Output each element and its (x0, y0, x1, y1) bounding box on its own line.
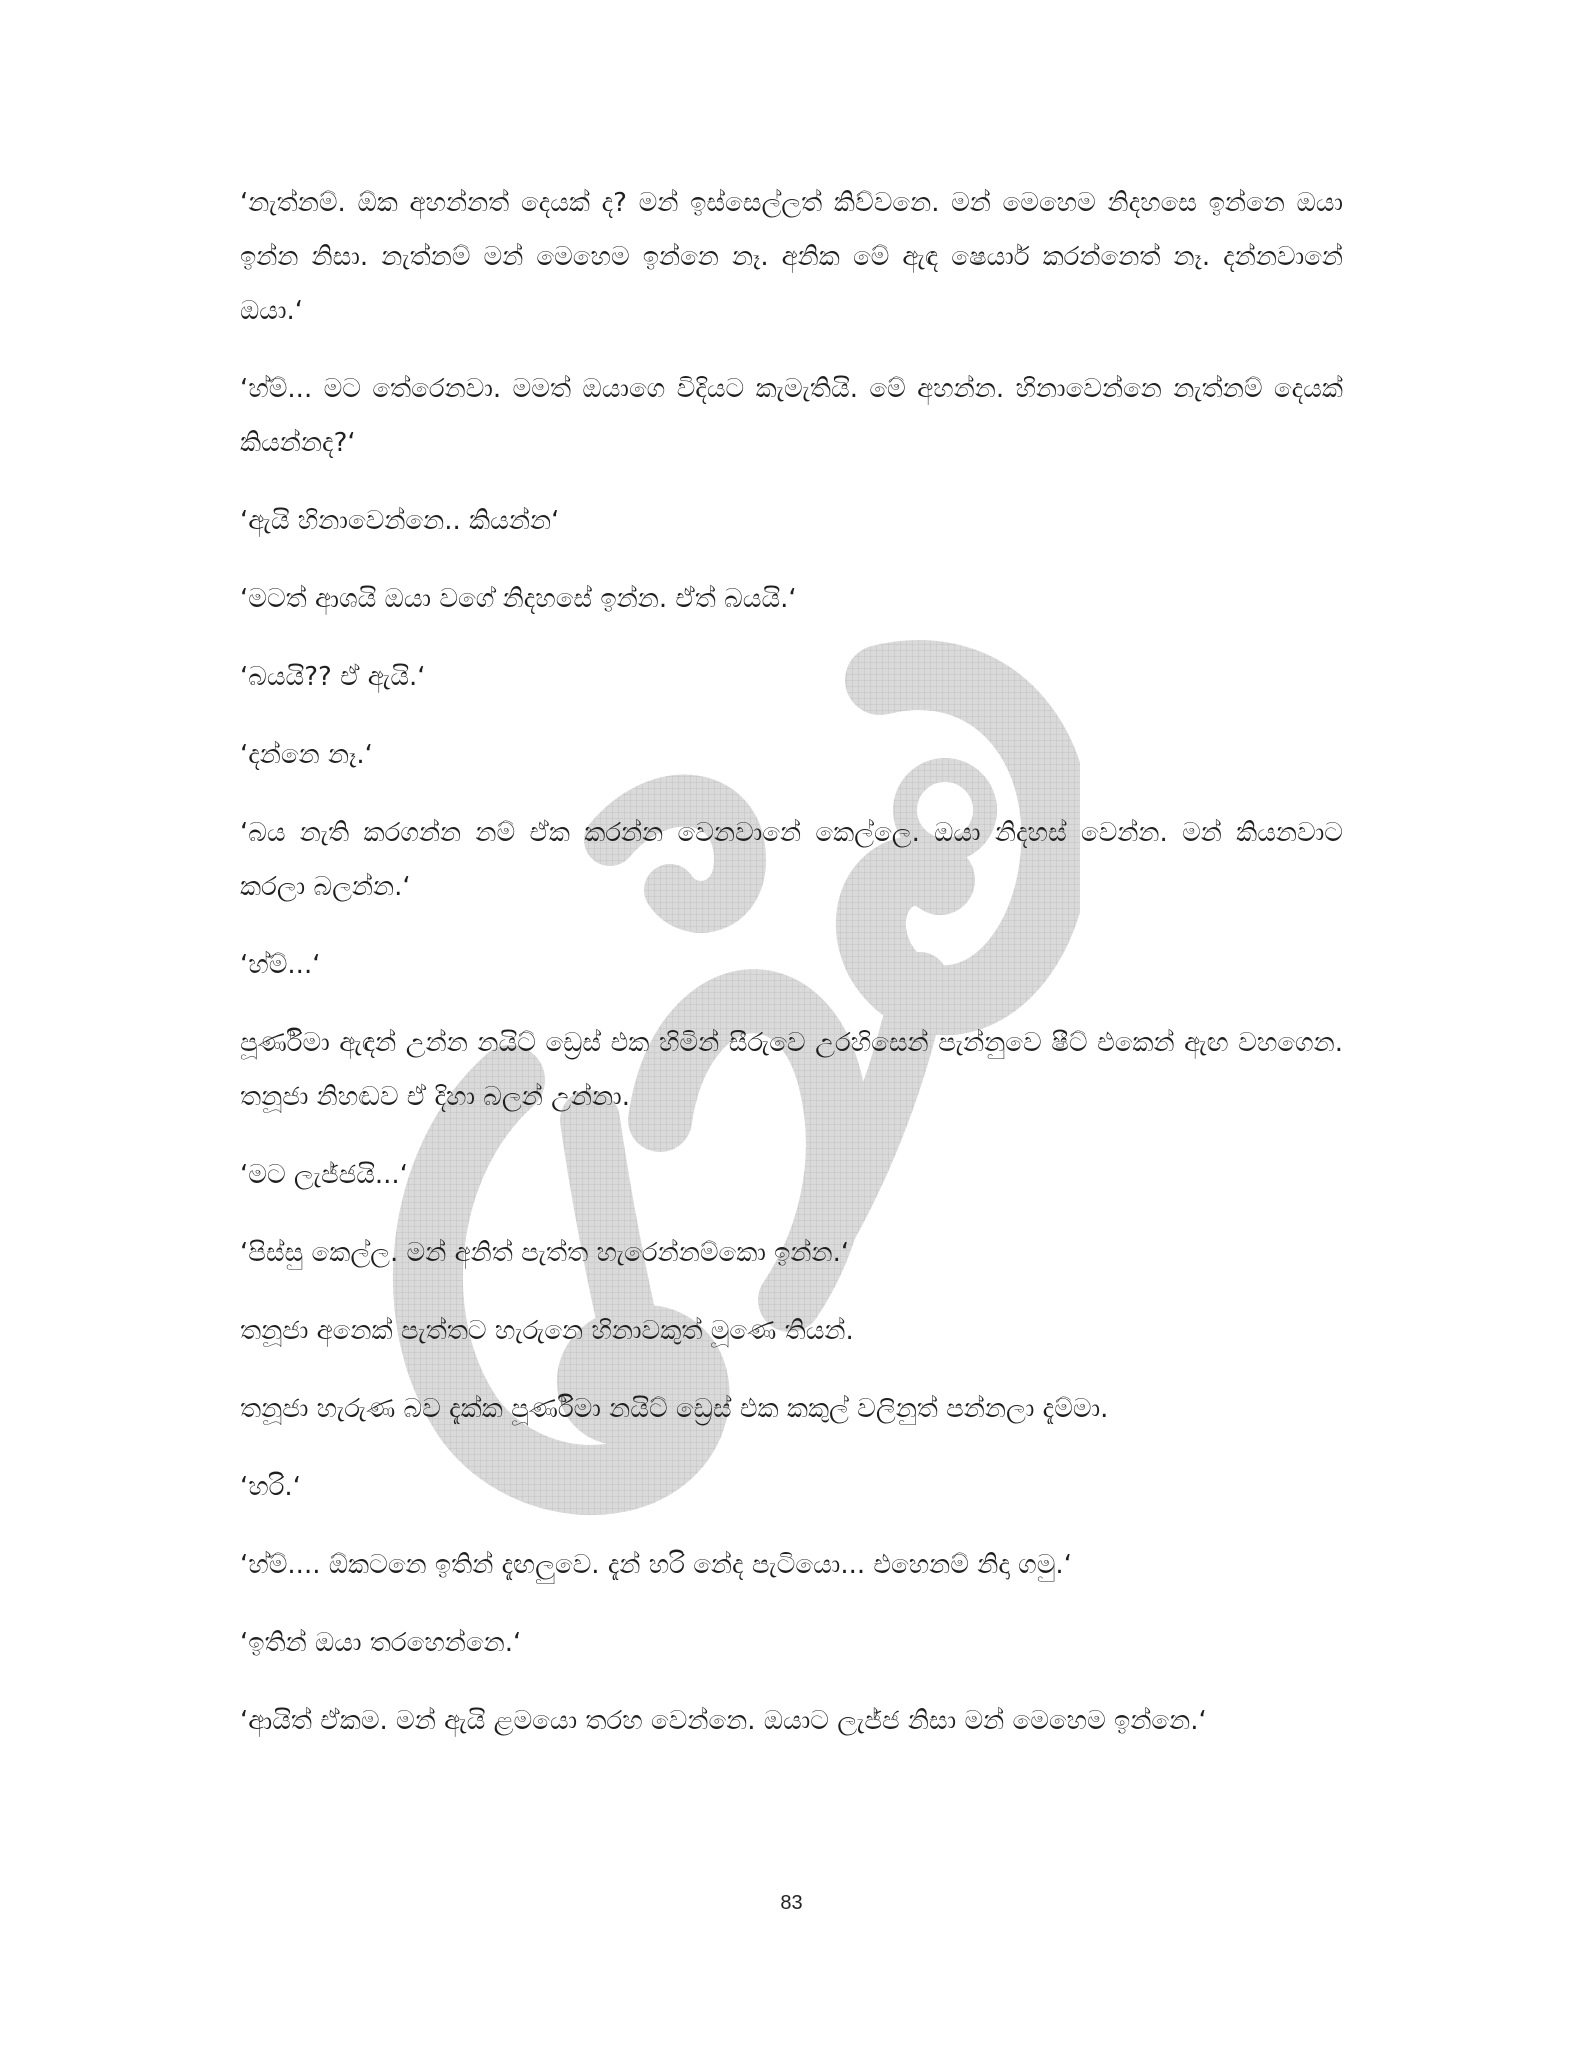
paragraph: තනූජා අනෙක් පැත්තට හැරුනෙ හිනාවකුත් මූණෙ තියන්. (240, 1316, 854, 1346)
paragraph: ‘බය නැති කරගන්න නම් ඒක කරන්න වෙනවානේ කෙල්ලෙ. ඔයා නිදහස් වෙන්න. මන් කියනවාට කරලා බලන්න.‘ (240, 818, 1343, 902)
paragraph: පූර්ණිමා ඇඳන් උන්න නයිට් ඩ්‍රෙස් එක හිමින් සීරුවෙ උරහිසෙන් පැන්නුවෙ ෂීට් එකෙන් ඇඟ වහගෙන. තනූජා නිහඬව ඒ දිහා බලන් උන්නා. (240, 1028, 1343, 1112)
paragraph: ‘හ්ම්... මට තේරෙනවා. මමත් ඔයාගෙ විදියට කැමැතියි. මේ අහන්න. හිනාවෙන්නෙ නැත්නම් දෙයක් කියන්නද?‘ (240, 374, 1343, 458)
paragraph: ‘මට ලැජ්ජයි...‘ (240, 1160, 408, 1190)
paragraph: ‘ආයිත් ඒකම. මන් ඇයි ළමයො තරහ වෙන්නෙ. ඔයාට ලැජ්ජ නිසා මන් මෙහෙම ඉන්නෙ.‘ (240, 1706, 1207, 1736)
paragraph: ‘නැත්නම්. ඕක අහන්නත් දෙයක් ද? මන් ඉස්සෙල්ලත් කිව්වනෙ. මන් මෙහෙම නිදහසෙ ඉන්නෙ ඔයා ඉන්න නිසා. නැත්නම් මන් මෙහෙම ඉන්නෙ නෑ. අනික මේ ඇඳ ෂෙයාර් කරන්නෙත් නෑ. දන්නවානේ ඔයා.‘ (240, 188, 1343, 326)
document-text-body (240, 176, 1343, 1772)
paragraph: ‘දන්නෙ නෑ.‘ (240, 740, 373, 770)
paragraph: ‘පිස්සු කෙල්ල. මන් අනිත් පැත්ත හැරෙන්නම්කො ඉන්න.‘ (240, 1238, 850, 1268)
paragraph: ‘හ්ම්.... ඕකටනෙ ඉතින් දැඟලුවෙ. දැන් හරි නේද පැටියො... එහෙනම් නිදා ගමු.‘ (240, 1550, 1072, 1580)
paragraph: ‘මටත් ආශයි ඔයා වගේ නිදහසේ ඉන්න. ඒත් බයයි.‘ (240, 584, 797, 614)
paragraph: ‘ඇයි හිනාවෙන්නෙ.. කියන්න‘ (240, 506, 560, 536)
paragraph: ‘බයයි?? ඒ ඇයි.‘ (240, 662, 426, 692)
paragraph: ‘හ්ම්...‘ (240, 950, 321, 980)
paragraph: ‘හරි.‘ (240, 1472, 301, 1502)
page-number: 83 (780, 1892, 803, 1914)
paragraph: තනූජා හැරුණ බව දැක්ක පූර්ණිමා නයිට් ඩ්‍රෙස් එක කකුල් වලිනුත් පන්නලා දැම්මා. (240, 1394, 1109, 1424)
paragraph: ‘ඉතින් ඔයා තරහෙන්නෙ.‘ (240, 1628, 522, 1658)
